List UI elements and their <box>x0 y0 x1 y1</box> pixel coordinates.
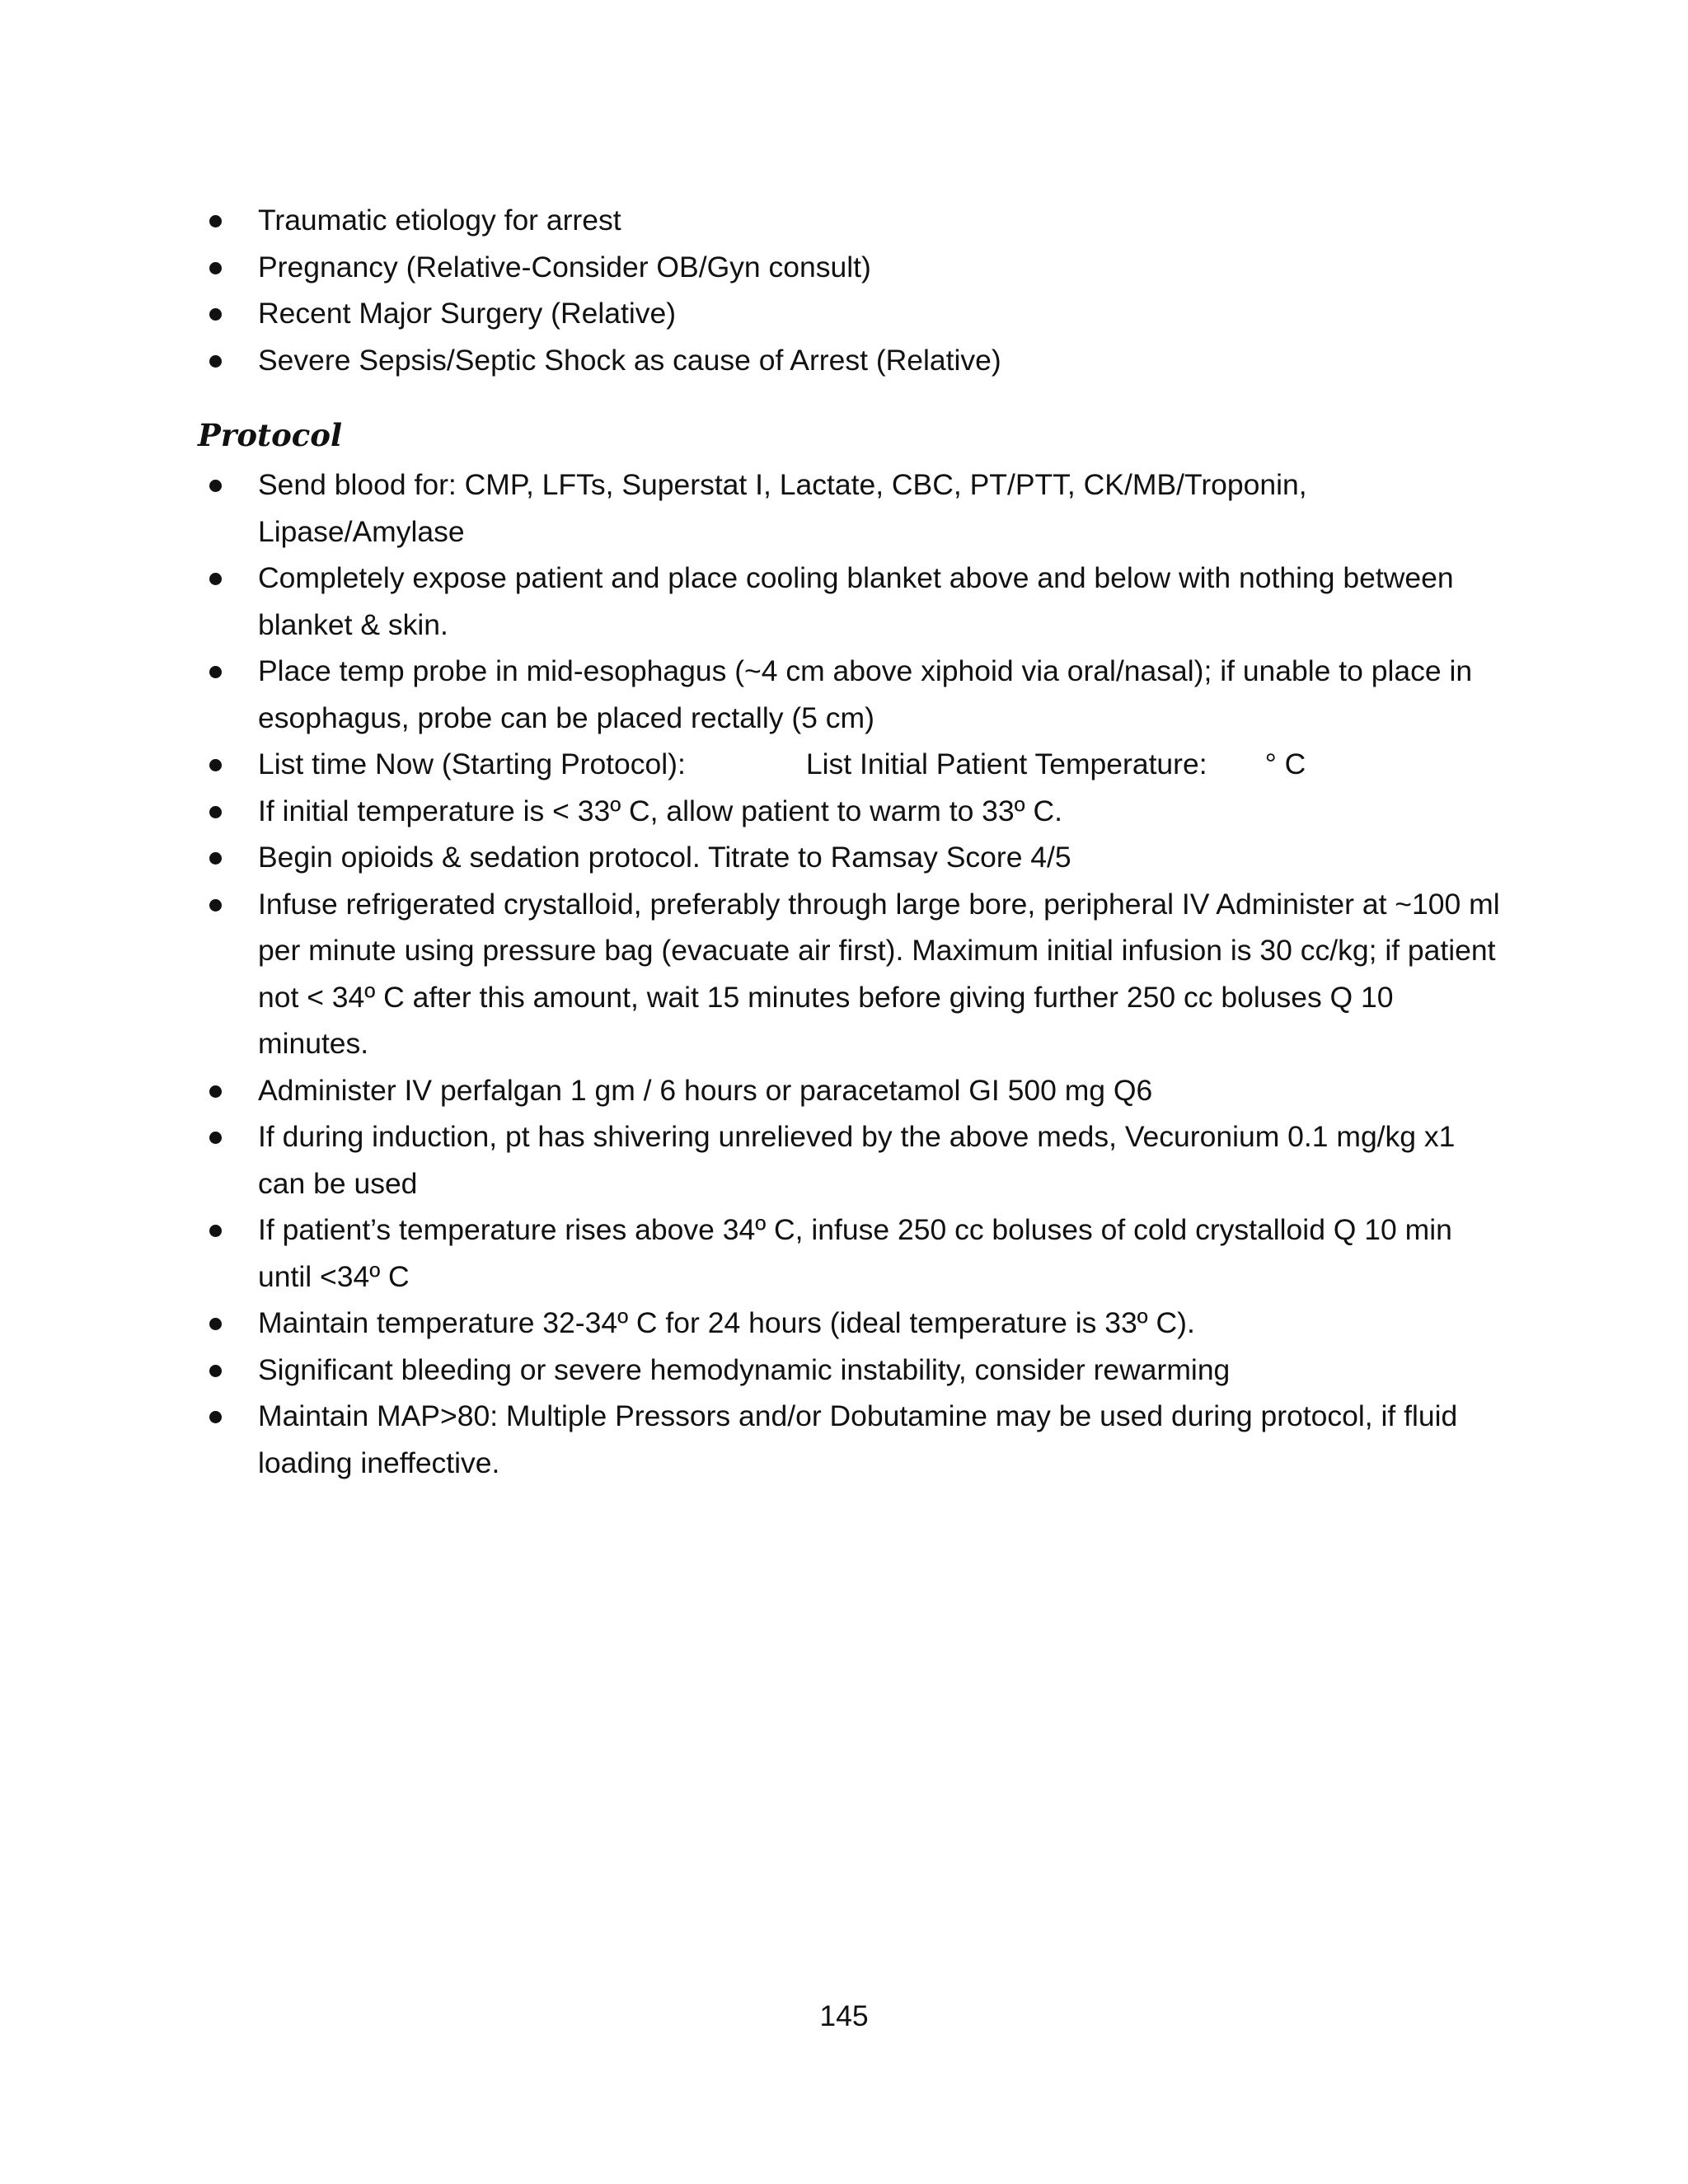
bullet-icon <box>209 215 222 227</box>
protocol-steps-list <box>200 462 1503 1486</box>
list-item-text: Severe Sepsis/Septic Shock as cause of Arrest (Relative) <box>258 343 1001 377</box>
bullet-icon <box>209 1085 222 1098</box>
bullet-icon <box>209 759 222 771</box>
list-item <box>200 834 1503 881</box>
list-item-text: If patient’s temperature rises above 34º C, infuse 250 cc boluses of cold crystalloid Q 10 min until <34º C <box>258 1213 1452 1293</box>
bullet-icon <box>209 852 222 865</box>
list-item <box>200 1113 1503 1207</box>
initial-temperature-label: List Initial Patient Temperature: <box>805 748 1207 780</box>
bullet-icon <box>209 573 222 585</box>
page-number: 145 <box>819 1999 869 2032</box>
bullet-icon <box>209 899 222 912</box>
bullet-icon <box>209 355 222 368</box>
bullet-icon <box>209 806 222 818</box>
list-item-text: If initial temperature is < 33º C, allow patient to warm to 33º C. <box>258 794 1062 827</box>
list-item-text: Maintain temperature 32-34º C for 24 hours (ideal temperature is 33º C). <box>258 1306 1195 1339</box>
list-item-text <box>258 741 1503 788</box>
list-item-text: Completely expose patient and place cooling blanket above and below with nothing between blanket & skin. <box>258 561 1454 641</box>
bullet-icon <box>209 1411 222 1423</box>
list-item-text: Pregnancy (Relative-Consider OB/Gyn consult) <box>258 250 871 284</box>
list-item <box>200 881 1503 1067</box>
list-item <box>200 337 1503 384</box>
list-item <box>200 648 1503 741</box>
list-item-text: Infuse refrigerated crystalloid, preferably through large bore, peripheral IV Administer at ~100 ml per minute using pressure bag (evacuate air first). Maximum initial infusion is 30 cc/kg; if patient not < 34º C after this amount, wait 15 minutes before giving further 250 cc boluses Q 10 minutes. <box>258 887 1500 1060</box>
list-item-text: Send blood for: CMP, LFTs, Superstat I, Lactate, CBC, PT/PTT, CK/MB/Troponin, Lipase/Amylase <box>258 468 1307 548</box>
list-item-text: Place temp probe in mid-esophagus (~4 cm above xiphoid via oral/nasal); if unable to place in esophagus, probe can be placed rectally (5 cm) <box>258 654 1473 734</box>
bullet-icon <box>209 1318 222 1330</box>
exclusion-criteria-list <box>200 197 1503 383</box>
bullet-icon <box>209 1365 222 1377</box>
list-item <box>200 462 1503 555</box>
list-item <box>200 1067 1503 1114</box>
list-item-text: Significant bleeding or severe hemodynamic instability, consider rewarming <box>258 1352 1231 1386</box>
list-item-text: If during induction, pt has shivering unrelieved by the above meds, Vecuronium 0.1 mg/kg x1 can be used <box>258 1120 1456 1200</box>
start-time-label: List time Now (Starting Protocol): <box>258 748 686 780</box>
list-item-text: Maintain MAP>80: Multiple Pressors and/or Dobutamine may be used during protocol, if fluid loading ineffective. <box>258 1399 1458 1479</box>
list-item <box>200 290 1503 337</box>
list-item <box>200 197 1503 244</box>
list-item <box>200 1347 1503 1394</box>
list-item <box>200 244 1503 291</box>
list-item <box>200 555 1503 648</box>
list-item <box>200 1207 1503 1300</box>
list-item-text: Traumatic etiology for arrest <box>258 204 621 237</box>
list-item <box>200 788 1503 835</box>
list-item <box>200 1300 1503 1347</box>
list-item-text: Begin opioids & sedation protocol. Titrate to Ramsay Score 4/5 <box>258 841 1071 874</box>
bullet-icon <box>209 308 222 321</box>
temperature-unit: ° C <box>1264 748 1306 780</box>
bullet-icon <box>209 1225 222 1237</box>
list-item-text: Administer IV perfalgan 1 gm / 6 hours or paracetamol GI 500 mg Q6 <box>258 1073 1153 1107</box>
bullet-icon <box>209 1132 222 1144</box>
bullet-icon <box>209 480 222 492</box>
list-item <box>200 741 1503 788</box>
bullet-icon <box>209 262 222 274</box>
list-item-text: Recent Major Surgery (Relative) <box>258 297 677 330</box>
bullet-icon <box>209 666 222 678</box>
list-item <box>200 1393 1503 1486</box>
protocol-heading: Protocol <box>198 417 343 453</box>
